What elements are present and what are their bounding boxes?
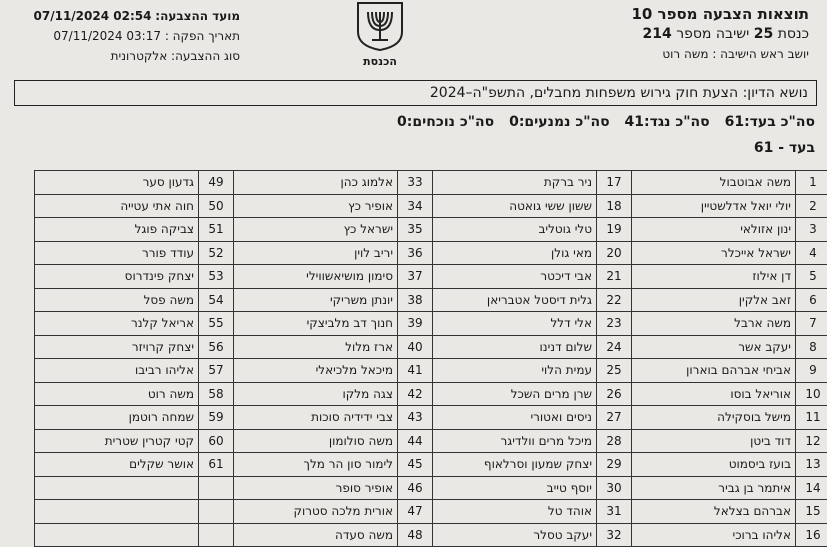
table-row	[35, 453, 827, 477]
member-name: אביחי אברהם בוארון	[632, 359, 796, 383]
member-number: 55	[199, 312, 234, 336]
member-number: 50	[199, 194, 234, 218]
member-number: 57	[199, 359, 234, 383]
member-name: שלום דנינו	[433, 335, 597, 359]
member-name: זאב אלקין	[632, 288, 796, 312]
member-name: שמחה רוטמן	[35, 406, 199, 430]
member-number	[199, 476, 234, 500]
member-name: איתמר בן גביר	[632, 476, 796, 500]
member-name: חנוך דב מלביצקי	[234, 312, 398, 336]
member-name: מישל בוסקילה	[632, 406, 796, 430]
member-number: 37	[398, 265, 433, 289]
member-name	[35, 500, 199, 524]
member-name: קטי קטרין שטרית	[35, 429, 199, 453]
member-name: יעקב טסלר	[433, 523, 597, 547]
member-name: יצחק פינדרוס	[35, 265, 199, 289]
member-number: 44	[398, 429, 433, 453]
member-number: 8	[796, 335, 827, 359]
vote-title: תוצאות הצבעה מספר 10	[631, 4, 809, 24]
table-row	[35, 218, 827, 242]
member-number: 20	[597, 241, 632, 265]
member-number: 34	[398, 194, 433, 218]
member-number: 29	[597, 453, 632, 477]
table-row	[35, 171, 827, 195]
member-name: מיכאל מלכיאלי	[234, 359, 398, 383]
member-number: 4	[796, 241, 827, 265]
member-number: 45	[398, 453, 433, 477]
member-number: 54	[199, 288, 234, 312]
emblem-label: הכנסת	[352, 55, 408, 68]
table-row	[35, 382, 827, 406]
member-number: 25	[597, 359, 632, 383]
member-name: לימור סון הר מלך	[234, 453, 398, 477]
vote-meta	[40, 6, 240, 66]
member-name: ישראל אייכלר	[632, 241, 796, 265]
total-present: סה"כ נוכחים:0	[397, 114, 494, 130]
member-name: משה סעדה	[234, 523, 398, 547]
table-row	[35, 429, 827, 453]
member-number: 41	[398, 359, 433, 383]
member-number: 33	[398, 171, 433, 195]
member-name	[35, 523, 199, 547]
member-number: 60	[199, 429, 234, 453]
member-number: 9	[796, 359, 827, 383]
member-number: 24	[597, 335, 632, 359]
member-name: מיכל מרים וולדיגר	[433, 429, 597, 453]
member-number: 56	[199, 335, 234, 359]
member-number: 17	[597, 171, 632, 195]
member-name: משה רוט	[35, 382, 199, 406]
table-row	[35, 265, 827, 289]
member-number: 7	[796, 312, 827, 336]
total-abstain: סה"כ נמנעים:0	[509, 114, 610, 130]
discussion-topic	[14, 80, 817, 106]
topic-label: נושא הדיון:	[743, 85, 808, 101]
vote-type-row: סוג ההצבעה: אלקטרונית	[40, 46, 240, 66]
member-name: ששון ששי גואטה	[433, 194, 597, 218]
member-name: יעקב אשר	[632, 335, 796, 359]
member-number: 15	[796, 500, 827, 524]
member-number: 52	[199, 241, 234, 265]
table-row	[35, 194, 827, 218]
member-name: יונתן משריקי	[234, 288, 398, 312]
chair-line: יושב ראש הישיבה : משה רוט	[631, 44, 809, 64]
member-name: אברהם בצלאל	[632, 500, 796, 524]
member-number: 46	[398, 476, 433, 500]
member-number: 31	[597, 500, 632, 524]
table-row	[35, 288, 827, 312]
total-for: סה"כ בעד:61	[725, 114, 815, 130]
member-number: 26	[597, 382, 632, 406]
for-section-title: בעד - 61	[754, 140, 815, 156]
member-name: מאי גולן	[433, 241, 597, 265]
member-name: אושר שקלים	[35, 453, 199, 477]
member-name: אליהו רביבו	[35, 359, 199, 383]
table-row	[35, 359, 827, 383]
member-name: יולי יואל אדלשטיין	[632, 194, 796, 218]
member-number	[199, 523, 234, 547]
member-name: אלי דלל	[433, 312, 597, 336]
table-row	[35, 500, 827, 524]
member-number: 35	[398, 218, 433, 242]
print-date-row: תאריך הפקה : 03:17 07/11/2024	[40, 26, 240, 46]
member-name: צגה מלקו	[234, 382, 398, 406]
member-number	[199, 500, 234, 524]
member-name: ניסים ואטורי	[433, 406, 597, 430]
member-name: בועז ביסמוט	[632, 453, 796, 477]
member-number: 23	[597, 312, 632, 336]
member-number: 2	[796, 194, 827, 218]
table-row	[35, 523, 827, 547]
table-row	[35, 241, 827, 265]
vote-header	[631, 4, 809, 64]
member-number: 27	[597, 406, 632, 430]
member-number: 18	[597, 194, 632, 218]
table-row	[35, 312, 827, 336]
member-number: 48	[398, 523, 433, 547]
member-name: ישראל כץ	[234, 218, 398, 242]
table-row	[35, 476, 827, 500]
member-name: צבי ידידיה סוכות	[234, 406, 398, 430]
member-name: אופיר סופר	[234, 476, 398, 500]
member-name: חוה אתי עטייה	[35, 194, 199, 218]
member-name: אורית מלכה סטרוק	[234, 500, 398, 524]
member-number: 14	[796, 476, 827, 500]
menorah-emblem-icon	[352, 0, 408, 52]
member-number: 49	[199, 171, 234, 195]
member-number: 47	[398, 500, 433, 524]
vote-time-row: מועד ההצבעה: 02:54 07/11/2024	[40, 6, 240, 26]
member-name: משה ארבל	[632, 312, 796, 336]
member-name: דוד ביטן	[632, 429, 796, 453]
member-number: 42	[398, 382, 433, 406]
member-name: משה פסל	[35, 288, 199, 312]
member-number: 28	[597, 429, 632, 453]
member-name: גדעון סער	[35, 171, 199, 195]
member-name: שרן מרים השכל	[433, 382, 597, 406]
member-number: 1	[796, 171, 827, 195]
member-name: אליהו ברוכי	[632, 523, 796, 547]
member-name: משה אבוטבול	[632, 171, 796, 195]
member-name: משה סולומון	[234, 429, 398, 453]
member-number: 6	[796, 288, 827, 312]
member-number: 11	[796, 406, 827, 430]
votes-for-table	[34, 170, 827, 547]
member-name: ארז מלול	[234, 335, 398, 359]
member-name: טלי גוטליב	[433, 218, 597, 242]
member-name: אבי דיכטר	[433, 265, 597, 289]
member-name: עודד פורר	[35, 241, 199, 265]
member-number: 21	[597, 265, 632, 289]
member-number: 10	[796, 382, 827, 406]
session-line: כנסת 25 ישיבה מספר 214	[631, 24, 809, 44]
member-number: 3	[796, 218, 827, 242]
member-name: אוהד טל	[433, 500, 597, 524]
member-number: 61	[199, 453, 234, 477]
total-against: סה"כ נגד:41	[625, 114, 710, 130]
member-name: ניר ברקת	[433, 171, 597, 195]
member-number: 19	[597, 218, 632, 242]
member-name: ינון אזולאי	[632, 218, 796, 242]
member-number: 12	[796, 429, 827, 453]
member-number: 32	[597, 523, 632, 547]
member-name: יצחק קרויזר	[35, 335, 199, 359]
table-row	[35, 335, 827, 359]
member-name: דן אילוז	[632, 265, 796, 289]
vote-totals	[387, 114, 815, 130]
member-name: סימון מושיאשווילי	[234, 265, 398, 289]
table-row	[35, 406, 827, 430]
member-number: 40	[398, 335, 433, 359]
member-number: 43	[398, 406, 433, 430]
member-number: 30	[597, 476, 632, 500]
member-number: 5	[796, 265, 827, 289]
member-number: 16	[796, 523, 827, 547]
member-name: צביקה פוגל	[35, 218, 199, 242]
member-name: אלמוג כהן	[234, 171, 398, 195]
member-name	[35, 476, 199, 500]
knesset-emblem	[352, 0, 408, 66]
member-number: 53	[199, 265, 234, 289]
member-name: יצחק שמעון וסרלאוף	[433, 453, 597, 477]
member-number: 39	[398, 312, 433, 336]
member-name: אופיר כץ	[234, 194, 398, 218]
member-name: יוסף טייב	[433, 476, 597, 500]
member-number: 13	[796, 453, 827, 477]
member-name: עמית הלוי	[433, 359, 597, 383]
member-number: 51	[199, 218, 234, 242]
member-name: אריאל קלנר	[35, 312, 199, 336]
member-number: 38	[398, 288, 433, 312]
member-name: גלית דיסטל אטבריאן	[433, 288, 597, 312]
member-number: 59	[199, 406, 234, 430]
member-name: יריב לוין	[234, 241, 398, 265]
member-name: אוריאל בוסו	[632, 382, 796, 406]
member-number: 36	[398, 241, 433, 265]
member-number: 22	[597, 288, 632, 312]
topic-text: הצעת חוק גירוש משפחות מחבלים, התשפ"ה–2024	[430, 85, 738, 101]
member-number: 58	[199, 382, 234, 406]
